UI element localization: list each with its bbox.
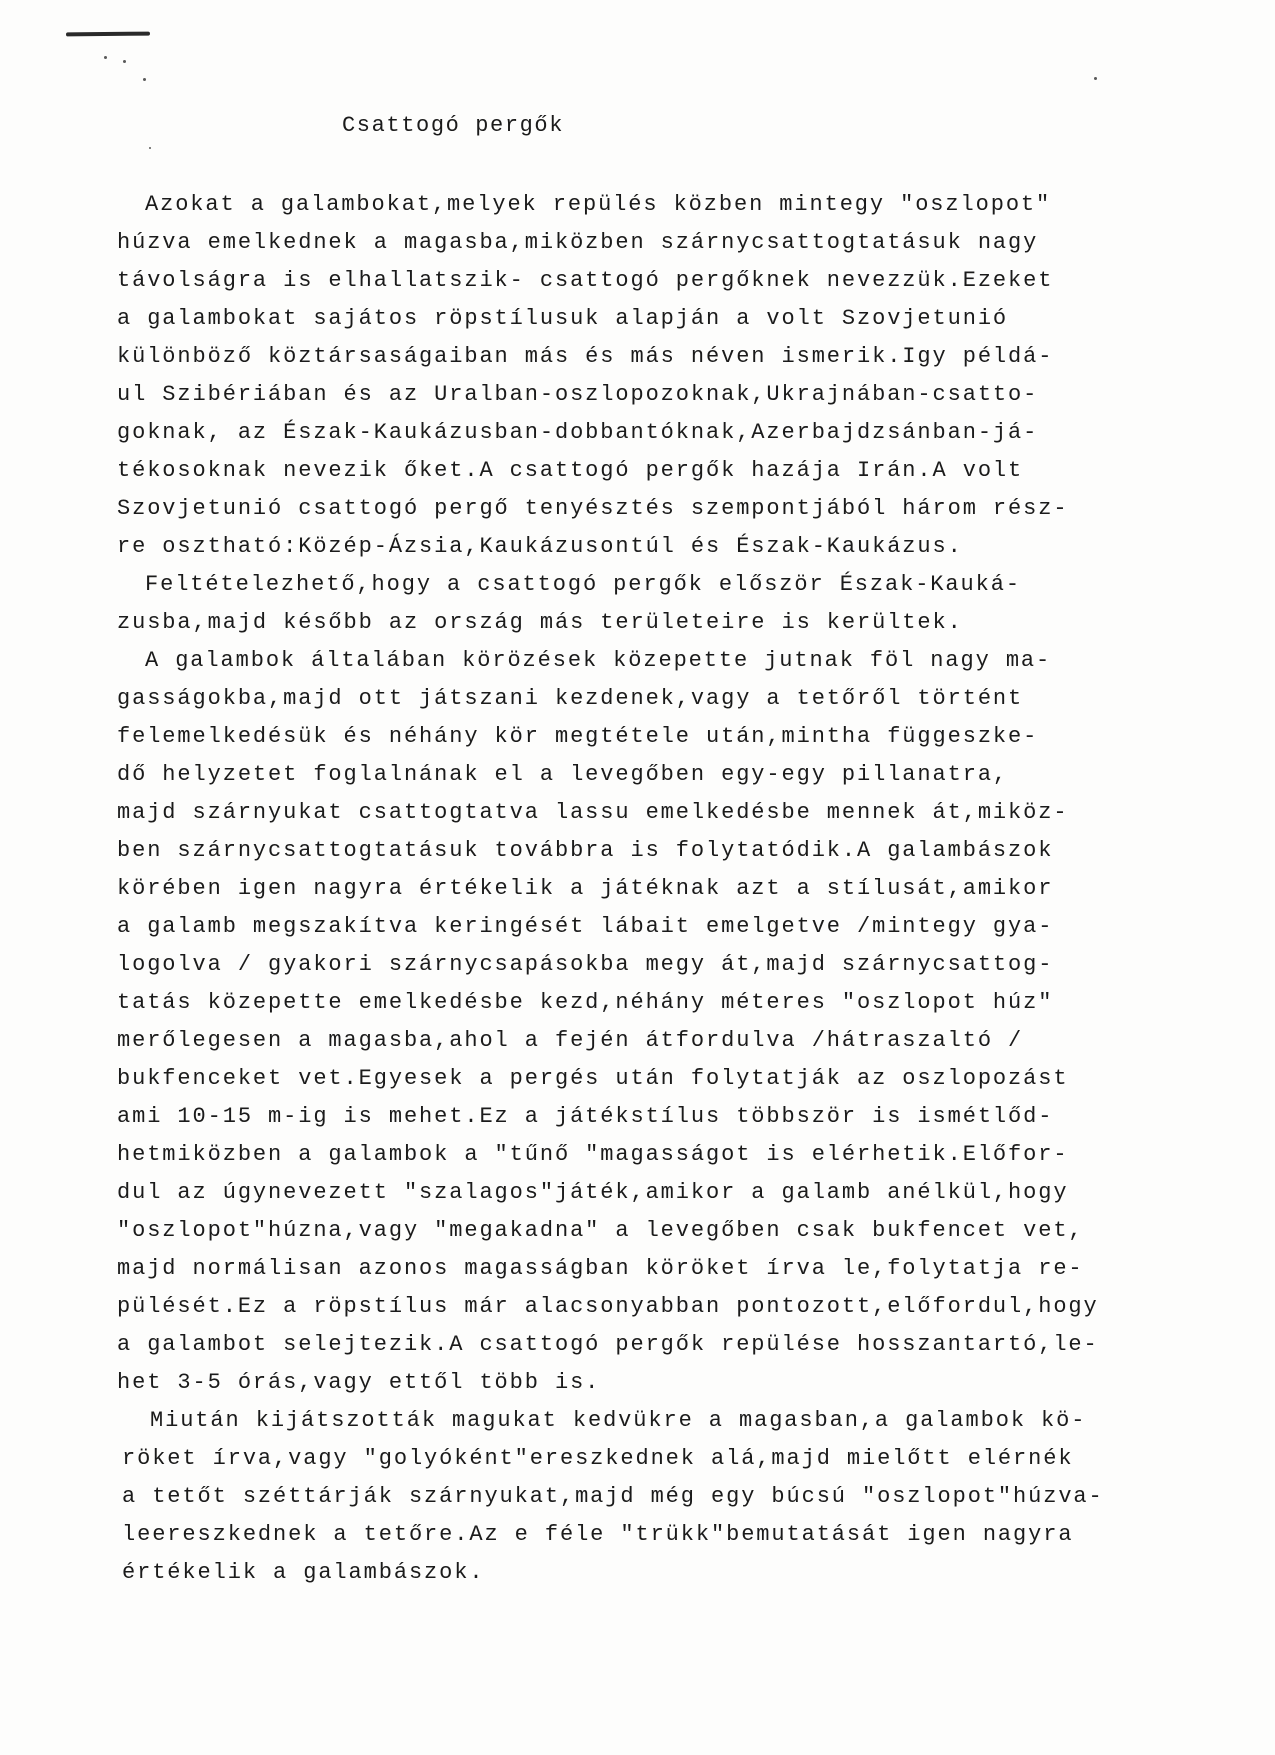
text-line: majd szárnyukat csattogtatva lassu emelkedésbe mennek át,miköz-	[117, 800, 1069, 825]
text-line: a galambokat sajátos röpstílusuk alapján a volt Szovjetunió	[117, 306, 1009, 331]
text-line: bukfenceket vet.Egyesek a pergés után folytatják az oszlopozást	[117, 1066, 1069, 1091]
text-line: hetmiközben a galambok a "tűnő "magasságot is elérhetik.Előfor-	[117, 1142, 1069, 1167]
text-line: a tetőt széttárják szárnyukat,majd még egy búcsú "oszlopot"húzva-	[122, 1484, 1104, 1509]
speck	[149, 147, 151, 149]
text-line: merőlegesen a magasba,ahol a fején átfordulva /hátraszaltó /	[117, 1028, 1024, 1053]
text-line: Szovjetunió csattogó pergő tenyésztés szempontjából három rész-	[117, 496, 1069, 521]
text-line: zusba,majd később az ország más területeire is kerültek.	[117, 610, 963, 635]
text-line: Miután kijátszották magukat kedvükre a magasban,a galambok kö-	[150, 1408, 1087, 1433]
text-line: értékelik a galambászok.	[122, 1560, 485, 1585]
text-line: dő helyzetet foglalnának el a levegőben egy-egy pillanatra,	[117, 762, 1009, 787]
text-line: ben szárnycsattogtatásuk továbbra is folytatódik.A galambászok	[117, 838, 1054, 863]
text-line: leereszkednek a tetőre.Az e féle "trükk"bemutatását igen nagyra	[122, 1522, 1074, 1547]
speck	[104, 56, 107, 59]
text-line: tatás közepette emelkedésbe kezd,néhány méteres "oszlopot húz"	[117, 990, 1054, 1015]
text-line: logolva / gyakori szárnycsapásokba megy át,majd szárnycsattog-	[117, 952, 1054, 977]
speck	[1094, 77, 1097, 80]
text-line: tékosoknak nevezik őket.A csattogó pergők hazája Irán.A volt	[117, 458, 1024, 483]
corner-mark	[66, 32, 150, 37]
text-line: különböző köztársaságaiban más és más néven ismerik.Igy példá-	[117, 344, 1054, 369]
text-line: het 3-5 órás,vagy ettől több is.	[117, 1370, 601, 1395]
text-line: ami 10-15 m-ig is mehet.Ez a játékstílus többször is ismétlőd-	[117, 1104, 1054, 1129]
document-title: Csattogó pergők	[342, 113, 565, 138]
text-line: re osztható:Közép-Ázsia,Kaukázusontúl és Észak-Kaukázus.	[117, 534, 963, 559]
text-line: A galambok általában körözések közepette jutnak föl nagy ma-	[145, 648, 1052, 673]
text-line: felemelkedésük és néhány kör megtétele után,mintha függeszke-	[117, 724, 1039, 749]
speck	[143, 78, 146, 81]
text-line: goknak, az Észak-Kaukázusban-dobbantóknak,Azerbajdzsánban-já-	[117, 420, 1039, 445]
text-line: gasságokba,majd ott játszani kezdenek,vagy a tetőről történt	[117, 686, 1024, 711]
text-line: a galamb megszakítva keringését lábait emelgetve /mintegy gya-	[117, 914, 1054, 939]
text-line: távolságra is elhallatszik- csattogó pergőknek nevezzük.Ezeket	[117, 268, 1054, 293]
text-line: dul az úgynevezett "szalagos"játék,amikor a galamb anélkül,hogy	[117, 1180, 1069, 1205]
text-line: húzva emelkednek a magasba,miközben szárnycsattogtatásuk nagy	[117, 230, 1039, 255]
text-line: röket írva,vagy "golyóként"ereszkednek alá,majd mielőtt elérnék	[122, 1446, 1074, 1471]
text-line: Azokat a galambokat,melyek repülés közben mintegy "oszlopot"	[145, 192, 1052, 217]
text-line: Feltételezhető,hogy a csattogó pergők először Észak-Kauká-	[145, 572, 1021, 597]
text-line: majd normálisan azonos magasságban köröket írva le,folytatja re-	[117, 1256, 1084, 1281]
text-line: a galambot selejtezik.A csattogó pergők repülése hosszantartó,le-	[117, 1332, 1099, 1357]
speck	[123, 60, 126, 63]
text-line: "oszlopot"húzna,vagy "megakadna" a levegőben csak bukfencet vet,	[117, 1218, 1084, 1243]
text-line: körében igen nagyra értékelik a játéknak azt a stílusát,amikor	[117, 876, 1054, 901]
text-line: pülését.Ez a röpstílus már alacsonyabban pontozott,előfordul,hogy	[117, 1294, 1099, 1319]
text-line: ul Szibériában és az Uralban-oszlopozoknak,Ukrajnában-csatto-	[117, 382, 1039, 407]
